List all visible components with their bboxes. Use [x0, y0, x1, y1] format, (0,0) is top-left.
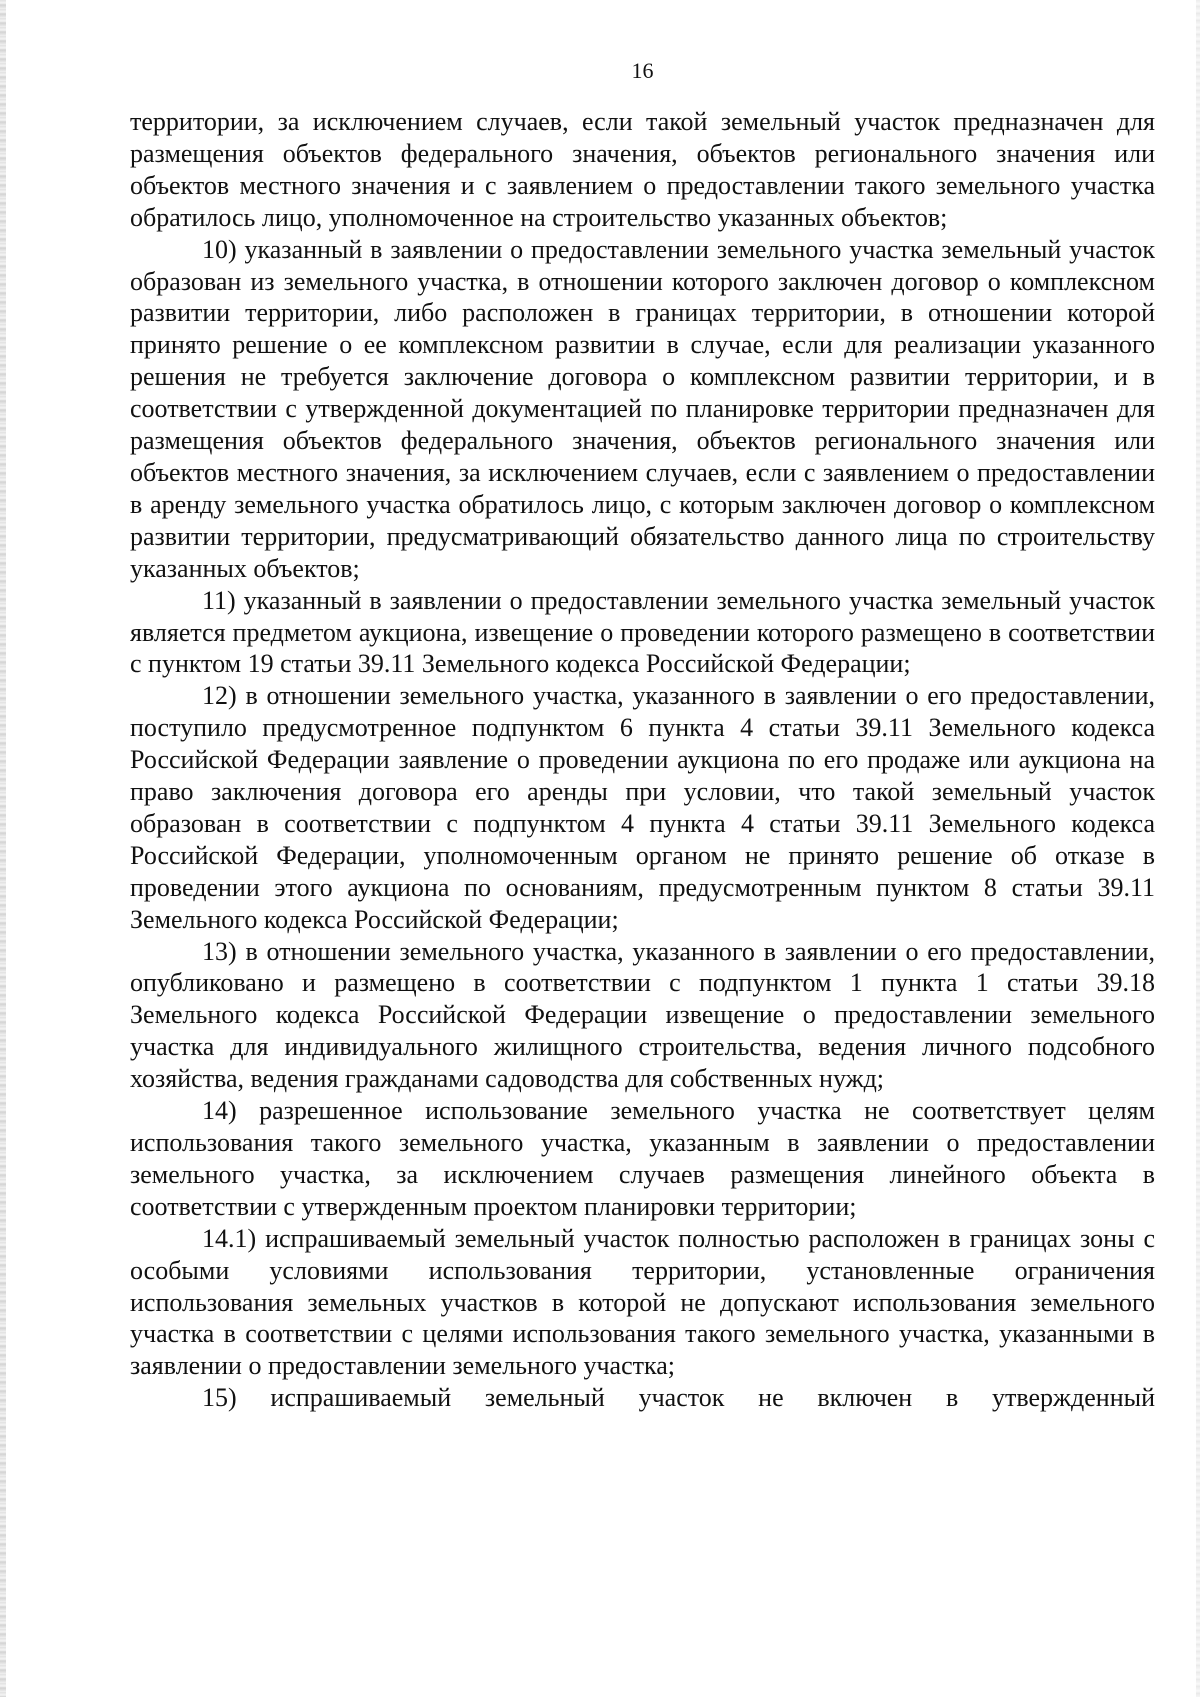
paragraph-continuation: территории, за исключением случаев, если такой земельный участок предназначен для размещения объектов федерального значения, объектов регионального значения или объектов местного значения и с заявлением о предоставлении такого земельного участка обратилось лицо, уполномоченное на строительство указанных объектов; [130, 107, 1155, 232]
scan-edge-right [1196, 0, 1200, 1697]
paragraph-item-10: 10) указанный в заявлении о предоставлении земельного участка земельный участок образован из земельного участка, в отношении которого заключен договор о комплексном развитии территории, либо расположен в границах территории, в отношении которой принято решение о ее комплексном развитии в случае, если для реализации указанного решения не требуется заключение договора о комплексном развитии территории, и в соответствии с утвержденной документацией по планировке территории предназначен для размещения объектов федерального значения, объектов регионального значения или объектов местного значения, за исключением случаев, если с заявлением о предоставлении в аренду земельного участка обратилось лицо, с которым заключен договор о комплексном развитии территории, предусматривающий обязательство данного лица по строительству указанных объектов; [130, 234, 1155, 583]
paragraph-item-15: 15) испрашиваемый земельный участок не включен в утвержденный [202, 1383, 1155, 1413]
paragraph-item-11: 11) указанный в заявлении о предоставлении земельного участка земельный участок является предметом аукциона, извещение о проведении которого размещено в соответствии с пунктом 19 статьи 39.11 Земельного кодекса Российской Федерации; [130, 585, 1155, 679]
paragraph-item-12: 12) в отношении земельного участка, указанного в заявлении о его предоставлении, поступило предусмотренное подпунктом 6 пункта 4 статьи 39.11 Земельного кодекса Российской Федерации заявление о проведении аукциона по его продаже или аукциона на право заключения договора его аренды при условии, что такой земельный участок образован в соответствии с подпунктом 4 пункта 4 статьи 39.11 Земельного кодекса Российской Федерации, уполномоченным органом не принято решение об отказе в проведении этого аукциона по основаниям, предусмотренным пунктом 8 статьи 39.11 Земельного кодекса Российской Федерации; [130, 681, 1155, 934]
paragraph-item-14: 14) разрешенное использование земельного участка не соответствует целям использования такого земельного участка, указанным в заявлении о предоставлении земельного участка, за исключением случаев размещения линейного объекта в соответствии с утвержденным проектом планировки территории; [130, 1096, 1155, 1221]
page-number: 16 [631, 58, 654, 83]
paragraph-item-13: 13) в отношении земельного участка, указанного в заявлении о его предоставлении, опубликовано и размещено в соответствии с подпунктом 1 пункта 1 статьи 39.18 Земельного кодекса Российской Федерации извещение о предоставлении земельного участка для индивидуального жилищного строительства, ведения личного подсобного хозяйства, ведения гражданами садоводства для собственных нужд; [130, 936, 1155, 1094]
paragraph-item-14-1: 14.1) испрашиваемый земельный участок полностью расположен в границах зоны с особыми условиями использования территории, установленные ограничения использования земельных участков в которой не допускают использования земельного участка в соответствии с целями использования такого земельного участка, указанными в заявлении о предоставлении земельного участка; [130, 1223, 1155, 1381]
document-page [130, 52, 1155, 1414]
scan-edge-left [0, 0, 6, 1697]
